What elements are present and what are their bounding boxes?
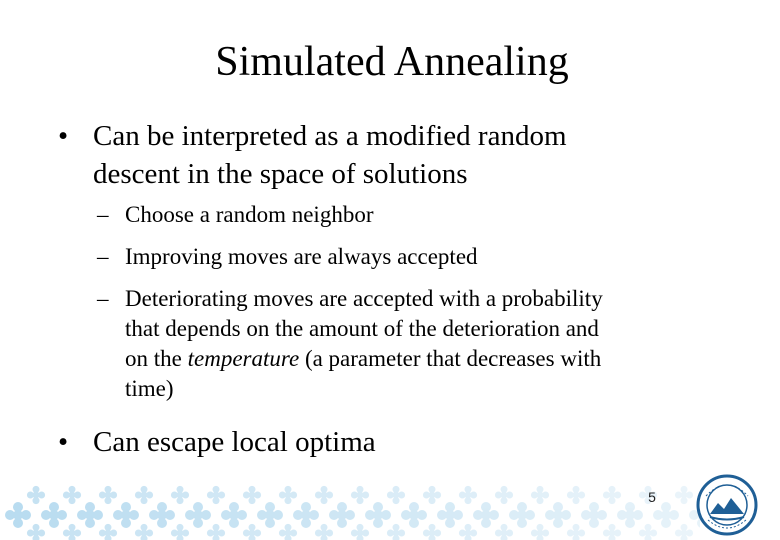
sub-bullet-2-text: Improving moves are always accepted [125, 244, 478, 269]
page-number: 5 [648, 489, 656, 505]
pattern-cross [63, 524, 81, 540]
pattern-cross [99, 486, 117, 504]
pattern-cross [41, 502, 67, 528]
sub-bullet-3-line-3 [125, 344, 715, 374]
dash-mark: – [97, 244, 109, 269]
pattern-cross [365, 502, 391, 528]
pattern-cross [387, 486, 405, 504]
pattern-cross [171, 486, 189, 504]
university-seal-icon [696, 474, 758, 536]
pattern-cross [27, 524, 45, 540]
pattern-cross [567, 524, 585, 540]
bullet-1-line-1: Can be interpreted as a modified random [93, 120, 567, 152]
bullet-mark: • [58, 120, 69, 152]
bullet-mark: • [58, 426, 69, 458]
pattern-cross [437, 502, 463, 528]
pattern-cross [279, 524, 297, 540]
bullet-1-line-2: descent in the space of solutions [93, 158, 468, 190]
pattern-cross [243, 486, 261, 504]
line-3-pre: on the [125, 346, 188, 371]
pattern-cross [315, 524, 333, 540]
line-3-post: (a parameter that decreases with [299, 346, 602, 371]
pattern-cross [113, 502, 139, 528]
pattern-cross [27, 486, 45, 504]
pattern-cross [531, 486, 549, 504]
sub-bullet-1 [97, 200, 715, 230]
sub-bullet-3-line-1: Deteriorating moves are accepted with a probability [125, 286, 603, 311]
pattern-cross [603, 524, 621, 540]
pattern-cross [459, 524, 477, 540]
pattern-cross [99, 524, 117, 540]
pattern-cross [257, 502, 283, 528]
pattern-cross [495, 524, 513, 540]
bullet-2-text: Can escape local optima [93, 426, 376, 458]
pattern-cross [185, 502, 211, 528]
pattern-cross [329, 502, 355, 528]
pattern-cross [495, 486, 513, 504]
pattern-cross [423, 486, 441, 504]
pattern-cross [315, 486, 333, 504]
pattern-cross [639, 524, 657, 540]
dash-mark: – [97, 202, 109, 227]
pattern-cross [545, 502, 571, 528]
bullet-1 [58, 117, 567, 193]
pattern-cross [675, 486, 693, 504]
sub-bullet-3-line-2: that depends on the amount of the deterioration and [125, 316, 599, 341]
decorative-cross-pattern [0, 465, 700, 540]
sub-bullet-3 [97, 284, 715, 404]
pattern-cross [531, 524, 549, 540]
pattern-cross [279, 486, 297, 504]
sub-bullet-1-text: Choose a random neighbor [125, 202, 374, 227]
pattern-cross [5, 502, 31, 528]
pattern-cross [401, 502, 427, 528]
pattern-cross [243, 524, 261, 540]
pattern-cross [473, 502, 499, 528]
pattern-cross [387, 524, 405, 540]
pattern-cross [207, 524, 225, 540]
pattern-cross [675, 524, 693, 540]
pattern-cross [171, 524, 189, 540]
slide-title: Simulated Annealing [215, 39, 569, 85]
pattern-cross [351, 524, 369, 540]
dash-mark: – [97, 286, 109, 311]
pattern-cross [293, 502, 319, 528]
pattern-cross [581, 502, 607, 528]
pattern-cross [617, 502, 643, 528]
pattern-cross [603, 486, 621, 504]
temperature-term: temperature [187, 346, 300, 371]
sub-bullet-3-line-4: time) [125, 376, 174, 401]
pattern-cross [509, 502, 535, 528]
pattern-cross [221, 502, 247, 528]
pattern-cross [567, 486, 585, 504]
pattern-cross [207, 486, 225, 504]
pattern-cross [149, 502, 175, 528]
pattern-cross [135, 486, 153, 504]
pattern-cross [135, 524, 153, 540]
sub-bullet-2 [97, 242, 715, 272]
pattern-cross [459, 486, 477, 504]
pattern-cross [423, 524, 441, 540]
bullet-2 [58, 423, 376, 461]
pattern-cross [63, 486, 81, 504]
pattern-cross [77, 502, 103, 528]
pattern-cross [351, 486, 369, 504]
pattern-cross [653, 502, 679, 528]
